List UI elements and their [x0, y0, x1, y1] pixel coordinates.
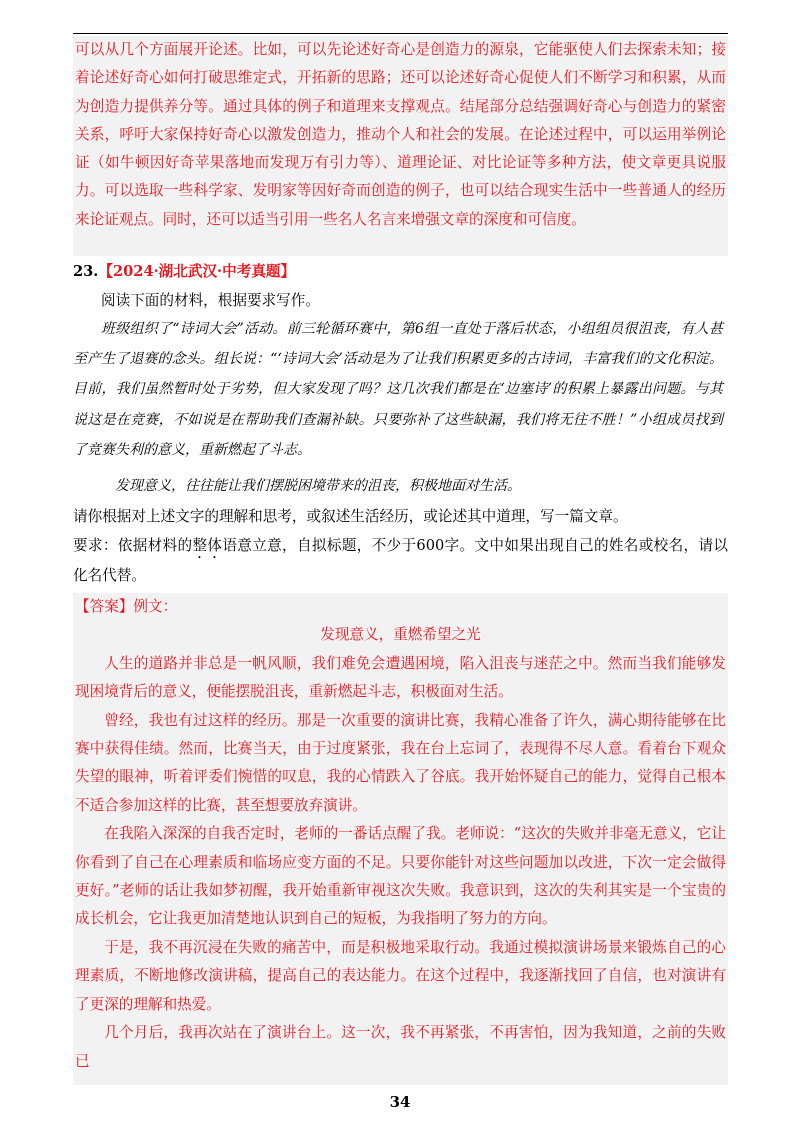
previous-answer-block	[73, 36, 728, 256]
question-heading	[73, 258, 295, 286]
essay-title: 发现意义，重燃希望之光	[320, 626, 481, 644]
header-rule	[73, 33, 728, 34]
writing-requirements	[73, 532, 728, 590]
answer-block	[73, 593, 728, 1085]
requirements-suffix: 语意立意，自拟标题，不少于600字。文中如果出现自己的姓名或校名，请以化名代替。	[73, 537, 728, 584]
requirements-emphasis: 整体	[192, 537, 223, 554]
answer-label: 【答案】例文：	[75, 598, 178, 615]
essay-paragraph: 几个月后，我再次站在了演讲台上。这一次，我不再紧张，不再害怕，因为我知道，之前的失败已	[75, 1024, 726, 1070]
material-paragraph-2: 发现意义，往往能让我们摆脱困境带来的沮丧，积极地面对生活。	[115, 478, 521, 495]
page-number: 34	[389, 1093, 411, 1111]
essay-paragraph: 人生的道路并非总是一帆风顺，我们难免会遭遇困境，陷入沮丧与迷茫之中。然而当我们能够发现困境背后的意义，便能摆脱沮丧，重新燃起斗志，积极面对生活。	[75, 654, 726, 701]
writing-task: 请你根据对上述文字的理解和思考，或叙述生活经历，或论述其中道理，写一篇文章。	[73, 508, 628, 525]
essay-paragraph: 曾经，我也有过这样的经历。那是一次重要的演讲比赛，我精心准备了许久，满心期待能够在比赛中获得佳绩。然而，比赛当天，由于过度紧张，我在台上忘词了，表现得不尽人意。看着台下观众失望的眼神，听着评委们惋惜的叹息，我的心情跌入了谷底。我开始怀疑自己的能力，觉得自己根本不适合参加这样的比赛，甚至想要放弃演讲。	[75, 711, 726, 814]
previous-answer-text: 可以从几个方面展开论述。比如，可以先论述好奇心是创造力的源泉，它能驱使人们去探索未知；接着论述好奇心如何打破思维定式，开拓新的思路；还可以论述好奇心促使人们不断学习和积累，从而为创造力提供养分等。通过具体的例子和道理来支撑观点。结尾部分总结强调好奇心与创造力的紧密关系，呼吁大家保持好奇心以激发创造力，推动个人和社会的发展。在论述过程中，可以运用举例论证（如牛顿因好奇苹果落地而发现万有引力等）、道理论证、对比论证等多种方法，使文章更具说服力。可以选取一些科学家、发明家等因好奇而创造的例子，也可以结合现实生活中一些普通人的经历来论证观点。同时，还可以适当引用一些名人名言来增强文章的深度和可信度。	[75, 41, 726, 228]
essay-paragraph: 于是，我不再沉浸在失败的痛苦中，而是积极地采取行动。我通过模拟演讲场景来锻炼自己的心理素质，不断地修改演讲稿，提高自己的表达能力。在这个过程中，我逐渐找回了自信，也对演讲有了更深的理解和热爱。	[75, 938, 726, 1013]
requirements-prefix: 要求：依据材料的	[73, 537, 193, 554]
essay-paragraph: 在我陷入深深的自我否定时，老师的一番话点醒了我。老师说：“这次的失败并非毫无意义，它让你看到了自己在心理素质和临场应变方面的不足。只要你能针对这些问题加以改进，下次一定会做得更好。”老师的话让我如梦初醒，我开始重新审视这次失败。我意识到，这次的失利其实是一个宝贵的成长机会，它让我更加清楚地认识到自己的短板，为我指明了努力的方向。	[75, 825, 726, 928]
question-source: 【2024·湖北武汉·中考真题】	[98, 263, 296, 280]
material-paragraph-1: 班级组织了“诗词大会”活动。前三轮循环赛中，第6组一直处于落后状态，小组组员很沮丧，有人甚至产生了退赛的念头。组长说：“‘诗词大会’活动是为了让我们积累更多的古诗词，丰富我们的文化积淀。目前，我们虽然暂时处于劣势，但大家发现了吗？这几次我们都是在‘边塞诗’的积累上暴露出问题。与其说这是在竞赛，不如说是在帮助我们查漏补缺。只要弥补了这些缺漏，我们将无往不胜！”小组成员找到了竞赛失利的意义，重新燃起了斗志。	[73, 321, 723, 458]
reading-material	[73, 314, 723, 501]
question-instruction: 阅读下面的材料，根据要求写作。	[101, 292, 320, 309]
question-number: 23.	[73, 263, 99, 280]
